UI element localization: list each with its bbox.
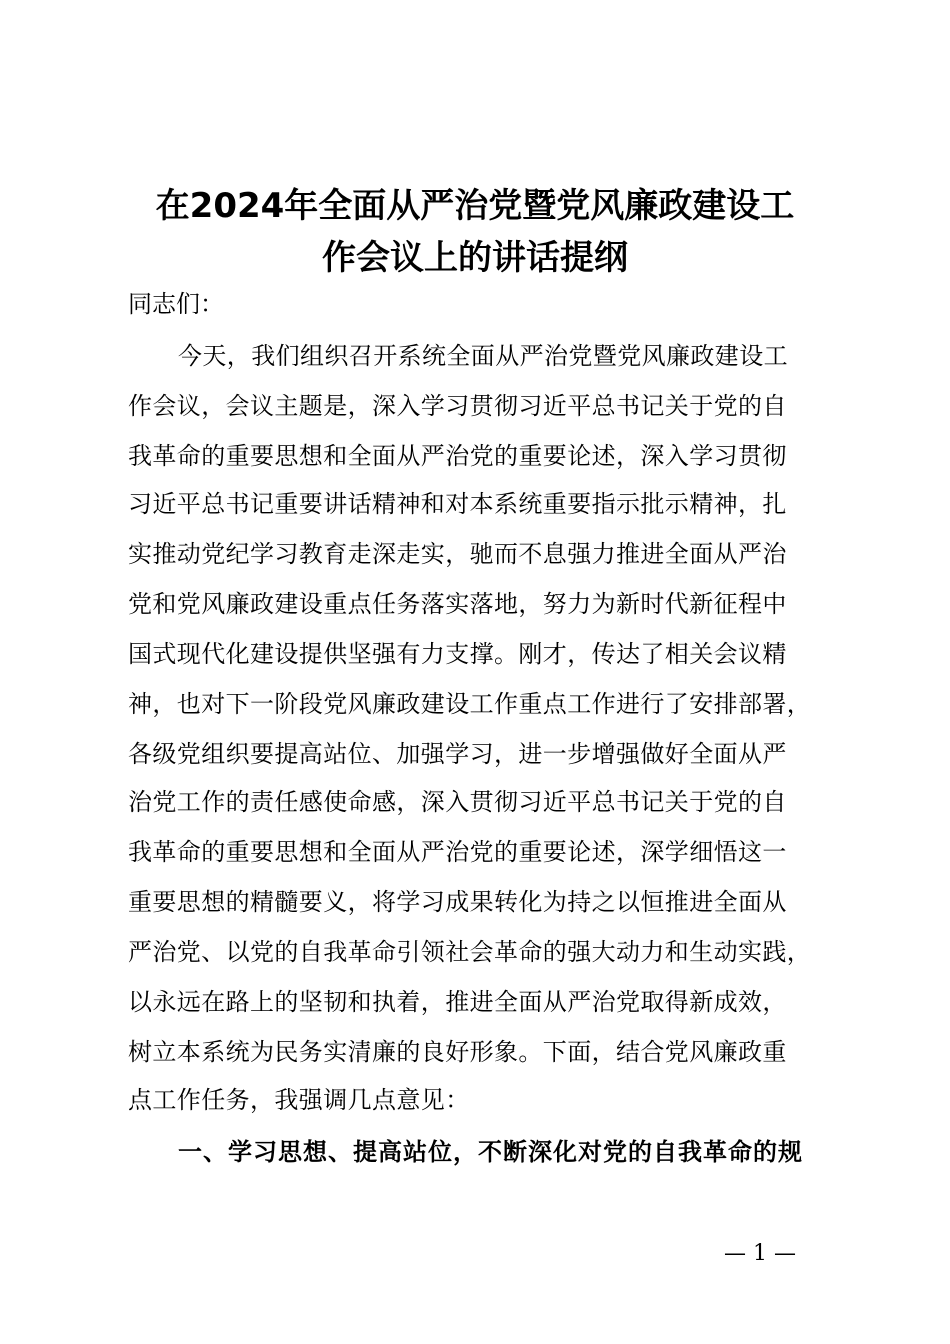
paragraph-line: 作会议，会议主题是，深入学习贯彻习近平总书记关于党的自	[128, 392, 787, 420]
paragraph-line: 以永远在路上的坚韧和执着，推进全面从严治党取得新成效，	[128, 988, 787, 1016]
paragraph-line: 党和党风廉政建设重点任务落实落地，努力为新时代新征程中	[128, 590, 787, 618]
paragraph-line: 各级党组织要提高站位、加强学习，进一步增强做好全面从严	[128, 740, 787, 768]
paragraph-line: 治党工作的责任感使命感，深入贯彻习近平总书记关于党的自	[128, 788, 787, 816]
paragraph-line: 神，也对下一阶段党风廉政建设工作重点工作进行了安排部署，	[128, 690, 812, 718]
paragraph-line: 我革命的重要思想和全面从严治党的重要论述，深入学习贯彻	[128, 442, 787, 470]
paragraph-line: 我革命的重要思想和全面从严治党的重要论述，深学细悟这一	[128, 838, 787, 866]
paragraph-line: 今天，我们组织召开系统全面从严治党暨党风廉政建设工	[178, 342, 788, 370]
greeting: 同志们：	[128, 290, 224, 318]
paragraph-line: 实推动党纪学习教育走深走实，驰而不息强力推进全面从严治	[128, 540, 787, 568]
document-title-line-1: 在2024年全面从严治党暨党风廉政建设工	[155, 186, 795, 226]
paragraph-line: 严治党、以党的自我革命引领社会革命的强大动力和生动实践，	[128, 938, 812, 966]
paragraph-line: 习近平总书记重要讲话精神和对本系统重要指示批示精神，扎	[128, 490, 787, 518]
paragraph-line: 树立本系统为民务实清廉的良好形象。下面，结合党风廉政重	[128, 1038, 787, 1066]
paragraph-line: 点工作任务，我强调几点意见：	[128, 1086, 470, 1114]
page-number: — 1 —	[724, 1241, 796, 1266]
section-heading: 一、学习思想、提高站位，不断深化对党的自我革命的规	[178, 1138, 803, 1166]
document-title-line-2: 作会议上的讲话提纲	[322, 238, 628, 278]
paragraph-line: 国式现代化建设提供坚强有力支撑。刚才，传达了相关会议精	[128, 640, 787, 668]
paragraph-line: 重要思想的精髓要义，将学习成果转化为持之以恒推进全面从	[128, 888, 787, 916]
